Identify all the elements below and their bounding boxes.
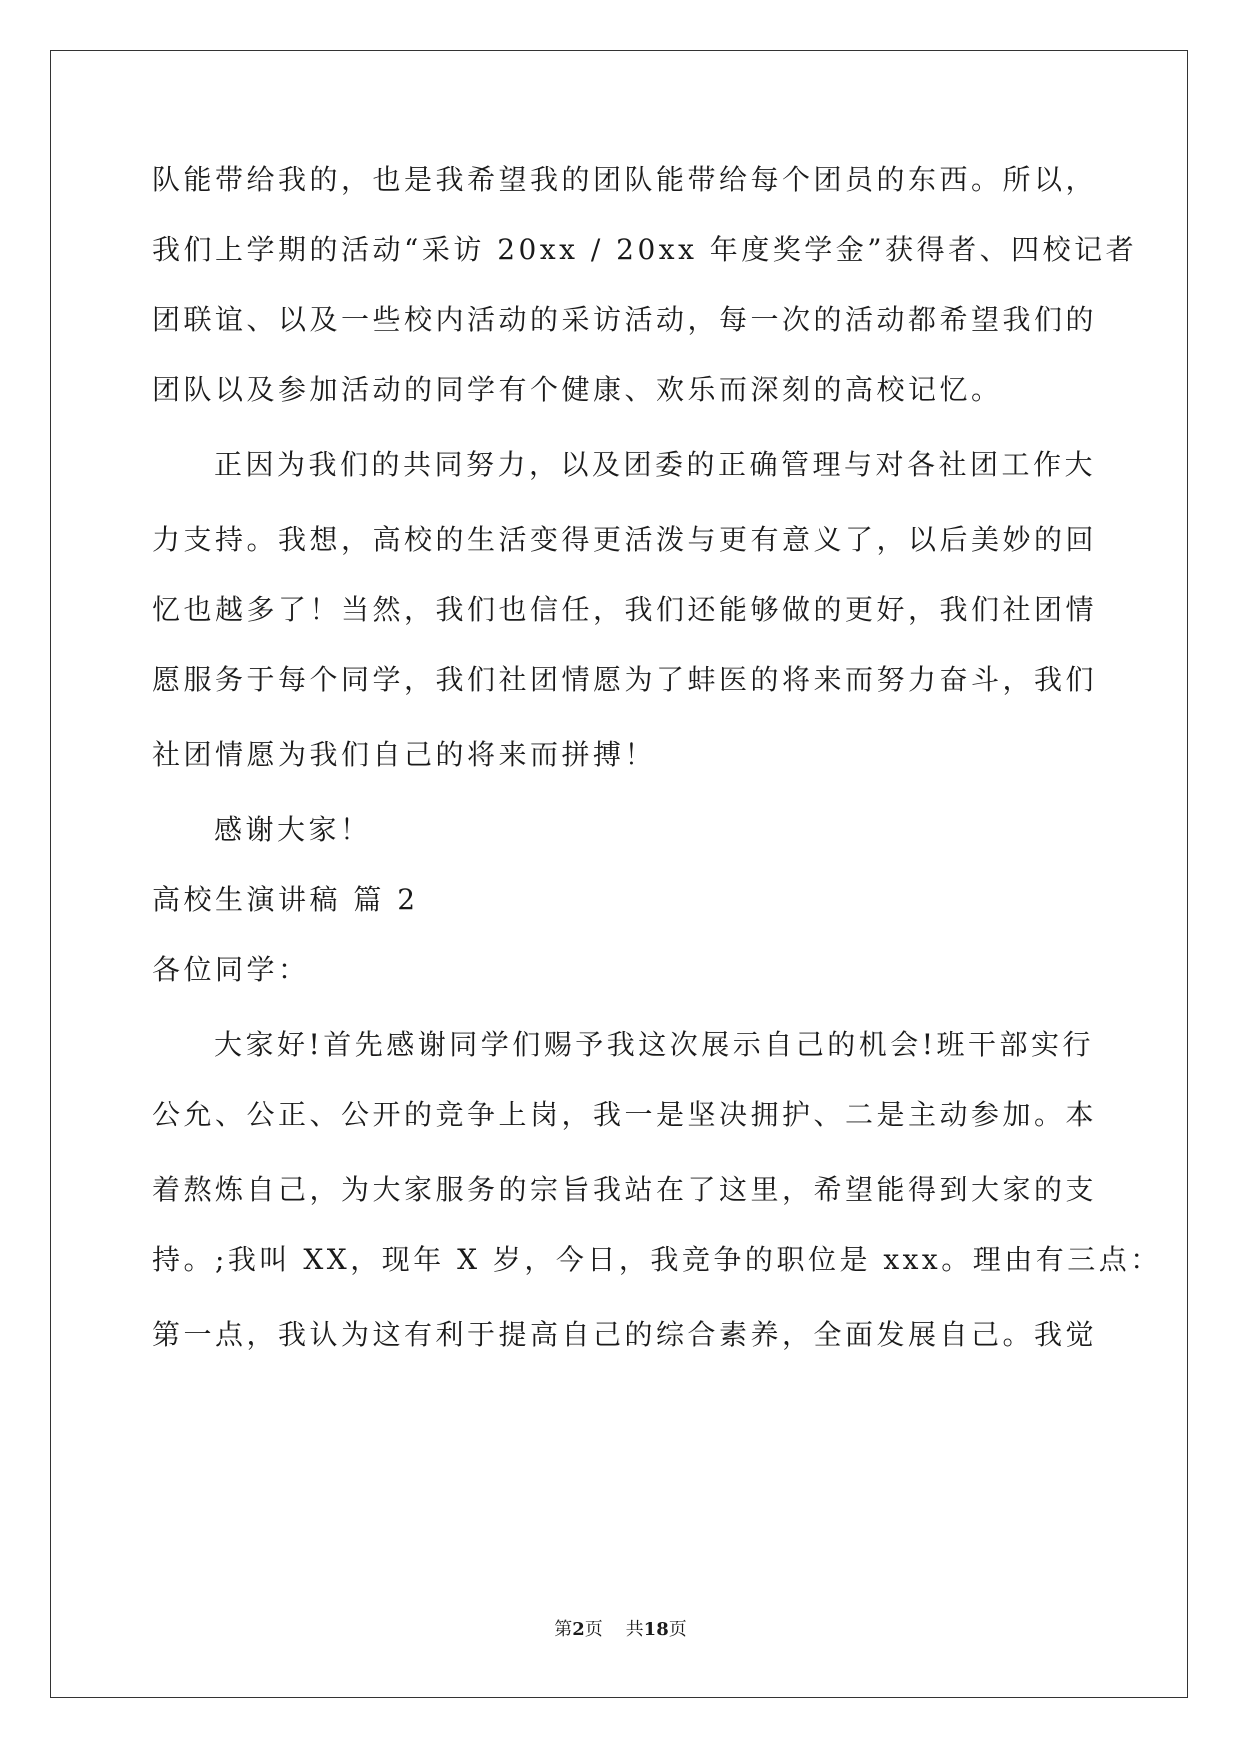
section-heading: 高校生演讲稿 篇 2: [152, 883, 419, 916]
paragraph-first-line: 正因为我们的共同努力，以及团委的正确管理与对各社团工作大: [214, 448, 1097, 481]
paragraph-first-line: 大家好!首先感谢同学们赐予我这次展示自己的机会!班干部实行: [214, 1028, 1095, 1061]
closing-line: 感谢大家！: [214, 813, 372, 846]
footer-total-prefix: 共: [625, 1619, 644, 1640]
body-line: 力支持。我想，高校的生活变得更活泼与更有意义了，以后美妙的回: [152, 523, 1098, 556]
page-footer: [0, 1618, 1241, 1642]
footer-page-suffix: 页: [584, 1619, 603, 1640]
footer-total-pages: 18: [643, 1619, 669, 1640]
body-line: 忆也越多了！当然，我们也信任，我们还能够做的更好，我们社团情: [152, 593, 1098, 626]
page-border: [50, 50, 1188, 1698]
body-line: 我们上学期的活动“采访 20xx / 20xx 年度奖学金”获得者、四校记者: [152, 233, 1138, 266]
body-line: 社团情愿为我们自己的将来而拼搏！: [152, 738, 657, 771]
footer-total-suffix: 页: [668, 1619, 687, 1640]
body-line: 持。;我叫 XX，现年 X 岁，今日，我竞争的职位是 xxx。理由有三点：: [152, 1243, 1162, 1276]
body-line: 团联谊、以及一些校内活动的采访活动，每一次的活动都希望我们的: [152, 303, 1098, 336]
footer-page-number: 2: [572, 1619, 585, 1640]
body-line: 着熬炼自己，为大家服务的宗旨我站在了这里，希望能得到大家的支: [152, 1173, 1098, 1206]
body-line: 团队以及参加活动的同学有个健康、欢乐而深刻的高校记忆。: [152, 373, 1003, 406]
salutation: 各位同学：: [152, 953, 310, 986]
body-line: 第一点，我认为这有利于提高自己的综合素养，全面发展自己。我觉: [152, 1318, 1098, 1351]
body-line: 愿服务于每个同学，我们社团情愿为了蚌医的将来而努力奋斗，我们: [152, 663, 1098, 696]
footer-page-prefix: 第: [554, 1619, 573, 1640]
body-line: 队能带给我的，也是我希望我的团队能带给每个团员的东西。所以，: [152, 163, 1098, 196]
body-line: 公允、公正、公开的竞争上岗，我一是坚决拥护、二是主动参加。本: [152, 1098, 1098, 1131]
